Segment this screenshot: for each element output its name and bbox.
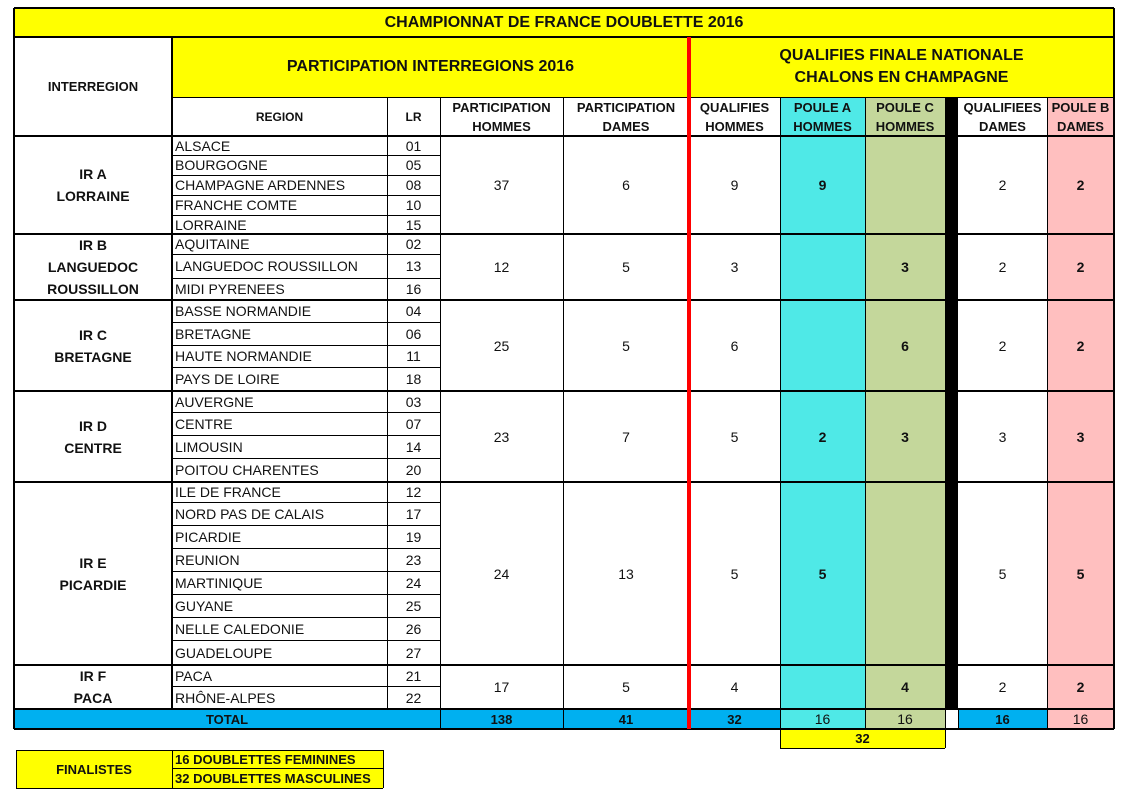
part-hommes-value: 17 [493, 679, 510, 695]
poule-b-value: 5 [1047, 482, 1114, 665]
poule-a-value [780, 300, 865, 391]
region-name: NELLE CALEDONIE [175, 620, 305, 637]
region-lr: 22 [405, 689, 422, 706]
poule-c-value: 4 [865, 665, 945, 709]
grid-line [780, 748, 945, 749]
region-name: BOURGOGNE [175, 157, 268, 173]
grid-line [172, 686, 440, 687]
interregion-name [14, 665, 172, 709]
qual-dames-value: 3 [998, 428, 1007, 445]
header-qual-hommes [689, 97, 780, 136]
region-lr: 27 [405, 644, 422, 661]
header-qual-hommes-line-2: HOMMES [705, 118, 764, 134]
part-dames-value: 13 [618, 565, 634, 582]
qual-hommes-value: 5 [730, 428, 739, 445]
poule-b-value: 2 [1047, 665, 1114, 709]
header-poule-a-line-2: HOMMES [793, 118, 852, 134]
total-poule-c: 16 [865, 709, 945, 729]
header-qual-hommes-line-1: QUALIFIES [699, 99, 770, 115]
region-name: MARTINIQUE [175, 574, 263, 591]
region-name: GUADELOUPE [175, 644, 273, 661]
total-part-hommes: 138 [440, 709, 563, 729]
region-lr: 17 [405, 505, 422, 522]
qual-dames-value: 5 [998, 565, 1007, 582]
header-part-dames-line-2: DAMES [602, 118, 650, 134]
header-qualifies [689, 37, 1114, 97]
grid-line [14, 299, 1114, 301]
grid-line [16, 750, 17, 788]
grid-line [172, 195, 440, 196]
grid-line [172, 175, 440, 176]
poule-b-value: 2 [1047, 136, 1114, 234]
region-lr: 16 [405, 281, 422, 297]
total-poule-a: 16 [780, 709, 865, 729]
grid-line [1047, 97, 1048, 729]
poule-c-value: 3 [865, 234, 945, 300]
qual-dames-value: 2 [998, 259, 1007, 275]
region-name: AUVERGNE [175, 393, 254, 410]
grid-line [1113, 8, 1115, 729]
header-interregion: INTERREGION [47, 79, 139, 94]
part-hommes-value: 25 [493, 337, 510, 354]
region-name: GUYANE [175, 597, 234, 614]
header-qualifies-line-2: CHALONS EN CHAMPAGNE [794, 69, 1009, 86]
grid-line [687, 37, 691, 729]
grid-line [16, 750, 383, 751]
interregion-name-line-2: PICARDIE [59, 576, 127, 593]
poule-a-value [780, 665, 865, 709]
finalistes-feminines: 16 DOUBLETTES FEMININES [172, 750, 383, 768]
interregion-name-line-2: LORRAINE [56, 188, 130, 204]
interregion-name-line-1: IR A [79, 166, 107, 182]
separator-bar [945, 97, 958, 709]
part-dames-value: 7 [622, 428, 630, 445]
interregion-name [14, 136, 172, 234]
grid-line [563, 97, 564, 729]
finalistes-masculines: 32 DOUBLETTES MASCULINES [172, 768, 383, 788]
grid-line [172, 640, 440, 641]
region-name: BRETAGNE [175, 325, 251, 342]
header-participation: PARTICIPATION INTERREGIONS 2016 [172, 37, 689, 97]
region-lr: 05 [405, 157, 422, 173]
header-poule-c-line-1: POULE C [876, 99, 934, 115]
total-part-dames: 41 [563, 709, 689, 729]
region-lr: 08 [405, 177, 422, 193]
qual-hommes-value: 5 [730, 565, 739, 582]
region-name: BASSE NORMANDIE [175, 303, 312, 319]
header-part-hommes [440, 97, 563, 136]
region-lr: 02 [405, 236, 422, 252]
grid-line [172, 458, 440, 459]
header-poule-a [780, 97, 865, 136]
region-name: PICARDIE [175, 528, 242, 545]
qual-hommes-value: 4 [730, 679, 739, 695]
region-name: MIDI PYRENEES [175, 281, 285, 297]
region-lr: 04 [405, 303, 422, 319]
poule-a-value: 2 [780, 391, 865, 482]
part-dames-value: 5 [622, 259, 630, 275]
header-poule-b-line-1: POULE B [1051, 99, 1110, 115]
region-name: LIMOUSIN [175, 438, 243, 455]
qual-dames-value: 2 [998, 679, 1007, 695]
header-part-dames [563, 97, 689, 136]
interregion-name-line-1: IR B [79, 237, 107, 253]
poule-a-value: 5 [780, 482, 865, 665]
qual-hommes-value: 3 [730, 259, 739, 275]
interregion-name-line-1: IR C [79, 326, 107, 343]
grid-line [172, 278, 440, 279]
poules-hommes-sum: 32 [780, 729, 945, 748]
region-name: AQUITAINE [175, 236, 250, 252]
header-poule-a-line-1: POULE A [793, 99, 852, 115]
region-name: CHAMPAGNE ARDENNES [175, 177, 346, 193]
poule-b-value: 2 [1047, 300, 1114, 391]
header-poule-c [865, 97, 945, 136]
grid-line [172, 322, 440, 323]
poule-c-value [865, 482, 945, 665]
grid-line [172, 768, 383, 769]
interregion-name-line-2: BRETAGNE [54, 348, 132, 365]
region-name: CENTRE [175, 415, 233, 432]
header-part-hommes-line-2: HOMMES [472, 118, 531, 134]
header-region: REGION [255, 109, 304, 124]
grid-line [383, 750, 384, 788]
header-qual-dames [958, 97, 1047, 136]
poule-c-value [865, 136, 945, 234]
poule-b-value: 3 [1047, 391, 1114, 482]
grid-line [14, 728, 1114, 730]
region-lr: 01 [405, 137, 422, 154]
region-lr: 07 [405, 415, 422, 432]
grid-line [172, 345, 440, 346]
qual-hommes-value: 9 [730, 177, 739, 193]
interregion-name-line-1: IR E [79, 554, 107, 571]
region-lr: 26 [405, 620, 422, 637]
poule-c-value: 6 [865, 300, 945, 391]
region-lr: 10 [405, 197, 422, 213]
qual-dames-value: 2 [998, 337, 1007, 354]
header-part-hommes-line-1: PARTICIPATION [452, 99, 551, 115]
grid-line [14, 7, 1114, 9]
poule-b-value: 2 [1047, 234, 1114, 300]
grid-line [172, 97, 1114, 98]
region-lr: 24 [405, 574, 422, 591]
header-poule-c-line-2: HOMMES [875, 118, 935, 134]
grid-line [172, 254, 440, 255]
region-name: LANGUEDOC ROUSSILLON [175, 258, 358, 274]
grid-line [958, 709, 959, 729]
finalistes-label: FINALISTES [16, 750, 172, 788]
grid-line [14, 135, 1114, 137]
header-poule-b [1047, 97, 1114, 136]
grid-line [171, 37, 173, 709]
region-lr: 23 [405, 551, 422, 568]
grid-line [780, 97, 781, 748]
interregion-name [14, 391, 172, 482]
poule-c-value: 3 [865, 391, 945, 482]
grid-line [14, 390, 1114, 392]
interregion-name-line-2: LANGUEDOC [47, 259, 139, 275]
header-qual-dames-line-2: DAMES [979, 118, 1026, 134]
total-qual-hommes: 32 [689, 709, 780, 729]
grid-line [172, 548, 440, 549]
grid-line [172, 594, 440, 595]
header-poule-b-line-2: DAMES [1057, 118, 1104, 134]
region-name: POITOU CHARENTES [175, 462, 319, 478]
header-qual-dames-line-1: QUALIFIEES [963, 99, 1042, 115]
part-dames-value: 5 [622, 679, 630, 695]
qual-hommes-value: 6 [730, 337, 739, 354]
grid-line [14, 708, 1114, 710]
grid-line [172, 435, 440, 436]
grid-line [172, 367, 440, 368]
region-name: PAYS DE LOIRE [175, 371, 280, 387]
region-lr: 06 [405, 325, 422, 342]
grid-line [14, 481, 1114, 483]
poule-a-value: 9 [780, 136, 865, 234]
region-lr: 25 [405, 597, 422, 614]
region-lr: 15 [405, 216, 422, 233]
grid-line [172, 215, 440, 216]
poule-a-value [780, 234, 865, 300]
region-name: RHÔNE-ALPES [175, 689, 276, 706]
region-lr: 12 [405, 484, 422, 500]
part-hommes-value: 24 [493, 565, 510, 582]
part-hommes-value: 23 [493, 428, 510, 445]
grid-line [14, 36, 1114, 38]
grid-line [172, 155, 440, 156]
region-name: LORRAINE [175, 216, 247, 233]
region-lr: 21 [405, 667, 422, 684]
region-name: NORD PAS DE CALAIS [175, 505, 325, 522]
region-name: ILE DE FRANCE [175, 484, 281, 500]
part-hommes-value: 37 [493, 177, 510, 193]
total-qual-dames: 16 [958, 709, 1047, 729]
grid-line [172, 525, 440, 526]
region-lr: 20 [405, 462, 422, 478]
interregion-name [14, 234, 172, 300]
grid-line [440, 97, 441, 729]
interregion-name-line-2: CENTRE [64, 439, 122, 456]
grid-line [14, 664, 1114, 666]
grid-line [172, 412, 440, 413]
region-lr: 11 [406, 348, 421, 364]
interregion-name [14, 482, 172, 665]
part-dames-value: 5 [622, 337, 630, 354]
region-lr: 13 [405, 258, 422, 274]
qual-dames-value: 2 [998, 177, 1007, 193]
part-dames-value: 6 [622, 177, 630, 193]
grid-line [172, 617, 440, 618]
region-lr: 14 [405, 438, 422, 455]
region-name: ALSACE [175, 137, 231, 154]
region-name: FRANCHE COMTE [175, 197, 298, 213]
region-name: HAUTE NORMANDIE [175, 348, 312, 364]
header-part-dames-line-1: PARTICIPATION [576, 99, 676, 115]
grid-line [172, 750, 173, 788]
region-name: PACA [175, 667, 213, 684]
sheet-title: CHAMPIONNAT DE FRANCE DOUBLETTE 2016 [14, 8, 1114, 37]
region-lr: 03 [405, 393, 422, 410]
grid-line [16, 788, 383, 789]
grid-line [14, 233, 1114, 235]
interregion-name-line-1: IR F [79, 668, 107, 684]
header-qualifies-line-1: QUALIFIES FINALE NATIONALE [779, 47, 1024, 64]
part-hommes-value: 12 [493, 259, 510, 275]
grid-line [865, 97, 866, 729]
interregion-name-line-3: ROUSSILLON [47, 281, 139, 297]
region-lr: 18 [405, 371, 422, 387]
total-gap [945, 709, 958, 729]
grid-line [13, 8, 15, 729]
interregion-name-line-1: IR D [79, 417, 107, 434]
region-name: REUNION [175, 551, 240, 568]
region-lr: 19 [405, 528, 422, 545]
interregion-name [14, 300, 172, 391]
total-label: TOTAL [14, 709, 440, 729]
grid-line [172, 502, 440, 503]
interregion-name-line-2: PACA [73, 690, 113, 706]
total-poule-b: 16 [1047, 709, 1114, 729]
grid-line [172, 571, 440, 572]
header-lr: LR [405, 109, 422, 124]
